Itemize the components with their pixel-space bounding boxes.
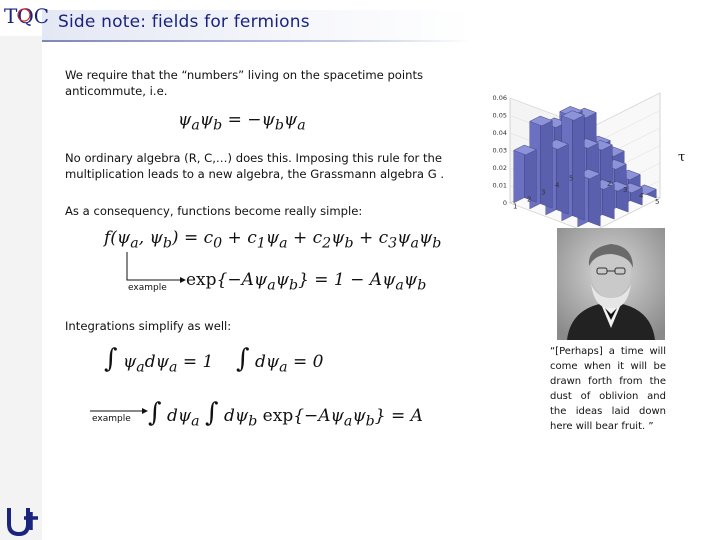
tau-symbol: τ — [678, 150, 686, 165]
chart-x-tick-label: 2 — [527, 195, 532, 204]
chart-z-tick-label: 0.01 — [492, 181, 507, 190]
bar-chart-3d — [488, 18, 688, 211]
paragraph-grassmann: No ordinary algebra (R, C,…) does this. Imposing this rule for the multiplication leads to a new algebra, the Grassmann algebra G . — [65, 151, 445, 181]
chart-y-tick-label: 4 — [639, 192, 644, 200]
tqc-logo-text: TQC — [4, 4, 50, 28]
chart-z-tick-label: 0.03 — [492, 146, 507, 155]
chart-x-tick-label: 1 — [513, 202, 518, 211]
equation-integral-3: ∫ $d\psi_a$ ∫ $d\psi_b$ $\exp\{-A\psi_a\psi_b\} = A$ — [148, 398, 423, 430]
tqc-logo — [2, 2, 50, 32]
chart-bar-front — [556, 140, 568, 215]
example-label-2: example — [92, 414, 131, 424]
equation-anticommute: $\psi_a\psi_b = -\psi_b\psi_a$ — [178, 110, 306, 134]
chart-bar — [514, 145, 537, 203]
chart-z-tick-label: 0 — [502, 199, 507, 207]
equation-function: $f(\psi_a$, $\psi_b) = c_0 + c_1\psi_a + c_2\psi_b + c_3\psi_a\psi_b$ — [104, 228, 442, 252]
equation-integral-2: ∫ $d\psi_a = 0$ — [236, 344, 324, 376]
slide-title: Side note: fields for fermions — [58, 12, 310, 32]
chart-z-tick-label: 0.06 — [492, 94, 507, 102]
chart-z-tick-label: 0.04 — [492, 129, 507, 137]
chart-z-tick-label: 0.05 — [492, 111, 507, 120]
chart-bar-front — [572, 111, 584, 221]
equation-integral-1: ∫ $\psi_ad\psi_a = 1$ — [104, 344, 214, 376]
chart-y-tick-label: 3 — [623, 186, 628, 194]
chart-z-tick-label: 0.02 — [492, 164, 507, 172]
chart-x-tick-label: 3 — [541, 188, 546, 197]
paragraph-integrations: Integrations simplify as well: — [65, 319, 232, 333]
left-strip — [0, 36, 42, 540]
quote-text: “[Perhaps] a time will come when it will be drawn forth from the dust of oblivion and the ideas laid down here will bear fruit. ” — [550, 346, 666, 432]
university-logo — [4, 504, 40, 538]
header-rule — [42, 40, 472, 42]
chart-x-tick-label: 5 — [569, 174, 574, 183]
chart-y-tick-label: 2 — [607, 180, 612, 188]
example-label-1: example — [128, 283, 167, 293]
chart-y-tick-label: 5 — [655, 198, 660, 206]
portrait-image — [557, 228, 665, 340]
chart-x-tick-label: 4 — [555, 181, 560, 190]
paragraph-functions: As a consequency, functions become really simple: — [65, 204, 363, 218]
equation-exp: $\exp\{-A\psi_a\psi_b\} = 1 - A\psi_a\psi_b$ — [186, 270, 427, 294]
paragraph-anticommute: We require that the “numbers” living on the spacetime points anticommute, i.e. — [65, 68, 424, 98]
